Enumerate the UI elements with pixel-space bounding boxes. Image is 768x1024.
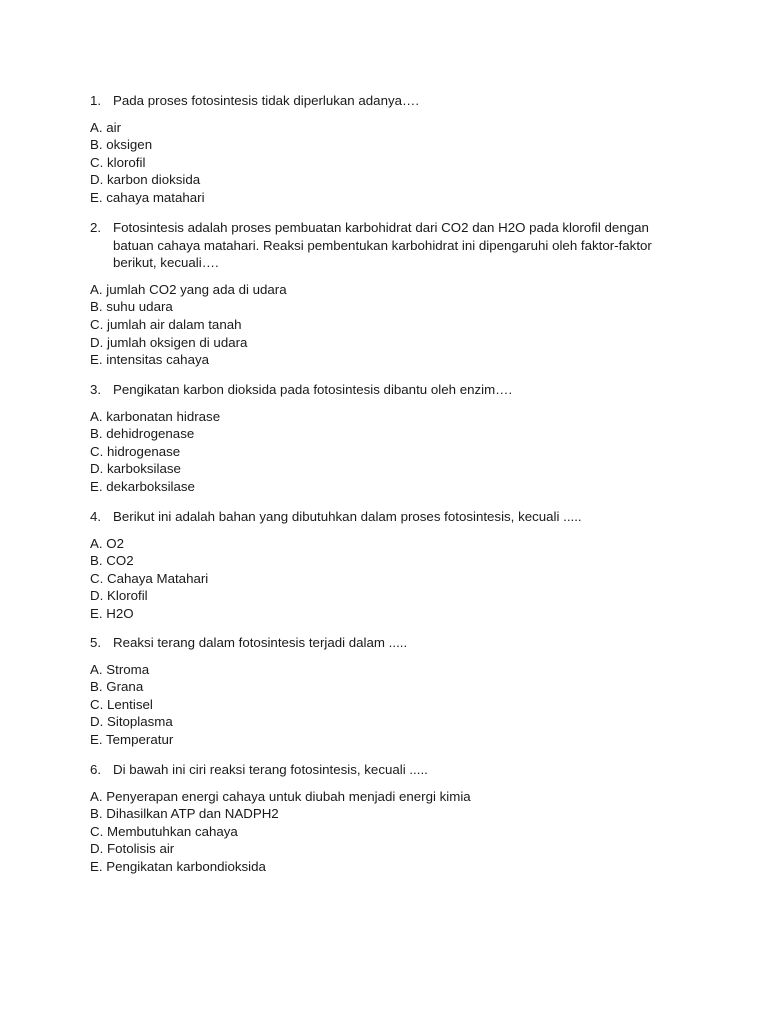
answer-option-b: B. CO2 xyxy=(90,553,134,569)
answer-option-c: C. jumlah air dalam tanah xyxy=(90,316,242,332)
answer-option-b: B. oksigen xyxy=(90,137,153,153)
answer-option-e: E. dekarboksilase xyxy=(90,478,195,494)
answer-option-c: C. Cahaya Matahari xyxy=(90,570,209,586)
question-header xyxy=(90,508,690,526)
answer-options xyxy=(90,119,690,207)
question-2 xyxy=(90,219,690,369)
question-text: Pengikatan karbon dioksida pada fotosintesis dibantu oleh enzim…. xyxy=(113,382,513,397)
answer-option-b: B. dehidrogenase xyxy=(90,426,195,442)
question-header xyxy=(90,219,690,272)
question-number: 1. xyxy=(90,93,102,108)
answer-option-b: B. suhu udara xyxy=(90,299,173,315)
question-3 xyxy=(90,381,690,496)
question-number: 3. xyxy=(90,382,102,397)
answer-option-c: C. Lentisel xyxy=(90,696,153,712)
question-text: Fotosintesis adalah proses pembuatan karbohidrat dari CO2 dan H2O pada klorofil dengan batuan cahaya matahari. Reaksi pembentukan karbohidrat ini dipengaruhi oleh faktor-faktor berikut, kecuali…. xyxy=(113,220,652,271)
question-header xyxy=(90,92,690,110)
question-text: Pada proses fotosintesis tidak diperlukan adanya…. xyxy=(113,93,420,108)
question-text: Reaksi terang dalam fotosintesis terjadi dalam ..... xyxy=(113,635,408,650)
answer-option-d: D. Fotolisis air xyxy=(90,841,175,857)
question-6 xyxy=(90,761,690,876)
question-5 xyxy=(90,634,690,749)
answer-options xyxy=(90,408,690,496)
question-header xyxy=(90,634,690,652)
answer-option-a: A. Stroma xyxy=(90,661,150,677)
answer-option-d: D. jumlah oksigen di udara xyxy=(90,334,248,350)
answer-option-d: D. Sitoplasma xyxy=(90,714,173,730)
question-number: 4. xyxy=(90,509,102,524)
answer-option-c: C. Membutuhkan cahaya xyxy=(90,823,238,839)
answer-option-d: D. karbon dioksida xyxy=(90,172,201,188)
answer-option-b: B. Dihasilkan ATP dan NADPH2 xyxy=(90,806,279,822)
answer-option-e: E. intensitas cahaya xyxy=(90,352,210,368)
answer-option-c: C. klorofil xyxy=(90,154,146,170)
answer-option-e: E. Pengikatan karbondioksida xyxy=(90,858,266,874)
question-header xyxy=(90,761,690,779)
answer-option-a: A. karbonatan hidrase xyxy=(90,408,221,424)
question-1 xyxy=(90,92,690,207)
answer-options xyxy=(90,661,690,749)
answer-option-e: E. H2O xyxy=(90,605,134,621)
answer-option-d: D. Klorofil xyxy=(90,588,148,604)
answer-options xyxy=(90,788,690,876)
question-4 xyxy=(90,508,690,623)
question-number: 6. xyxy=(90,762,102,777)
question-header xyxy=(90,381,690,399)
answer-option-a: A. jumlah CO2 yang ada di udara xyxy=(90,281,287,297)
answer-option-b: B. Grana xyxy=(90,679,144,695)
answer-options xyxy=(90,535,690,623)
answer-option-a: A. Penyerapan energi cahaya untuk diubah menjadi energi kimia xyxy=(90,788,471,804)
question-text: Berikut ini adalah bahan yang dibutuhkan dalam proses fotosintesis, kecuali ..... xyxy=(113,509,582,524)
answer-option-c: C. hidrogenase xyxy=(90,443,181,459)
answer-option-a: A. air xyxy=(90,119,122,135)
answer-options xyxy=(90,281,690,369)
answer-option-a: A. O2 xyxy=(90,535,124,551)
answer-option-e: E. cahaya matahari xyxy=(90,189,205,205)
question-text: Di bawah ini ciri reaksi terang fotosintesis, kecuali ..... xyxy=(113,762,428,777)
answer-option-e: E. Temperatur xyxy=(90,731,174,747)
question-number: 2. xyxy=(90,220,102,235)
answer-option-d: D. karboksilase xyxy=(90,461,181,477)
question-number: 5. xyxy=(90,635,102,650)
